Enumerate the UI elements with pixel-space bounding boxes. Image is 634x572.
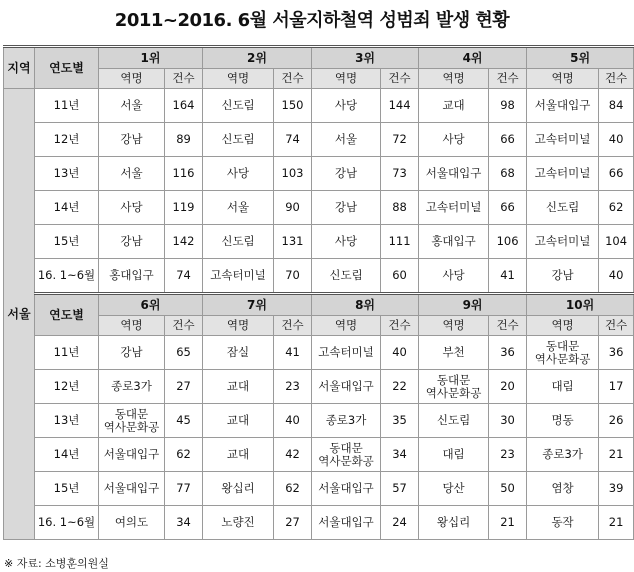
rank-header: 5위: [527, 47, 634, 69]
count-cell: 72: [381, 123, 419, 157]
count-cell: 88: [381, 191, 419, 225]
station-cell: 사당: [419, 259, 489, 294]
station-cell: 사당: [312, 89, 381, 123]
station-cell: 사당: [312, 225, 381, 259]
station-cell: 교대: [419, 89, 489, 123]
count-cell: 66: [489, 123, 527, 157]
count-cell: 40: [599, 123, 634, 157]
station-cell: 서울대입구: [312, 506, 381, 540]
station-cell: 서울대입구: [419, 157, 489, 191]
rank-header: 4위: [419, 47, 527, 69]
station-cell: 교대: [203, 404, 274, 438]
year-cell: 16. 1~6월: [35, 259, 99, 294]
station-name-line: 역사문화공: [534, 351, 591, 366]
station-cell: 서울대입구: [312, 472, 381, 506]
station-cell: 서울: [312, 123, 381, 157]
station-cell: 고속터미널: [527, 225, 599, 259]
station-cell: 서울대입구: [99, 472, 165, 506]
count-cell: 39: [599, 472, 634, 506]
count-cell: 116: [165, 157, 203, 191]
station-name-line: 동대문: [329, 440, 363, 455]
station-column-header: 역명: [419, 316, 489, 336]
count-cell: 17: [599, 370, 634, 404]
count-cell: 131: [274, 225, 312, 259]
year-header: 연도별: [35, 47, 99, 89]
count-cell: 142: [165, 225, 203, 259]
count-column-header: 건수: [599, 69, 634, 89]
station-cell: 대림: [419, 438, 489, 472]
count-cell: 34: [165, 506, 203, 540]
station-cell: 신도림: [203, 225, 274, 259]
station-cell: 강남: [99, 225, 165, 259]
year-cell: 15년: [35, 225, 99, 259]
rank-header: 1위: [99, 47, 203, 69]
station-cell: 종로3가: [527, 438, 599, 472]
rank-header: 10위: [527, 294, 634, 316]
station-cell: 강남: [312, 157, 381, 191]
station-column-header: 역명: [527, 316, 599, 336]
station-cell: 강남: [527, 259, 599, 294]
station-cell: 교대: [203, 438, 274, 472]
station-cell: 종로3가: [312, 404, 381, 438]
count-cell: 60: [381, 259, 419, 294]
station-cell: 강남: [312, 191, 381, 225]
station-cell: 서울대입구: [527, 89, 599, 123]
station-cell: 고속터미널: [203, 259, 274, 294]
station-cell: 고속터미널: [312, 336, 381, 370]
count-column-header: 건수: [489, 69, 527, 89]
count-cell: 74: [165, 259, 203, 294]
station-cell: 강남: [99, 123, 165, 157]
year-cell: 14년: [35, 438, 99, 472]
count-column-header: 건수: [489, 316, 527, 336]
count-cell: 66: [489, 191, 527, 225]
count-cell: 27: [165, 370, 203, 404]
station-cell: 서울: [203, 191, 274, 225]
count-cell: 24: [381, 506, 419, 540]
station-cell: [312, 438, 381, 472]
station-name-line: 역사문화공: [425, 385, 482, 400]
station-cell: 왕십리: [419, 506, 489, 540]
year-cell: 16. 1~6월: [35, 506, 99, 540]
station-cell: 사당: [203, 157, 274, 191]
count-cell: 21: [489, 506, 527, 540]
rank-header: 8위: [312, 294, 419, 316]
station-cell: 서울대입구: [312, 370, 381, 404]
station-cell: 염창: [527, 472, 599, 506]
station-cell: 여의도: [99, 506, 165, 540]
station-cell: 동작: [527, 506, 599, 540]
station-cell: 대림: [527, 370, 599, 404]
station-cell: 강남: [99, 336, 165, 370]
rank-header: 9위: [419, 294, 527, 316]
count-cell: 66: [599, 157, 634, 191]
count-cell: 22: [381, 370, 419, 404]
station-column-header: 역명: [312, 316, 381, 336]
station-column-header: 역명: [419, 69, 489, 89]
count-cell: 150: [274, 89, 312, 123]
count-cell: 68: [489, 157, 527, 191]
station-cell: [527, 336, 599, 370]
count-cell: 74: [274, 123, 312, 157]
station-cell: 부천: [419, 336, 489, 370]
station-cell: 신도림: [419, 404, 489, 438]
station-name-line: 역사문화공: [103, 419, 160, 434]
count-cell: 119: [165, 191, 203, 225]
station-cell: 종로3가: [99, 370, 165, 404]
count-cell: 21: [599, 438, 634, 472]
count-cell: 144: [381, 89, 419, 123]
count-cell: 40: [599, 259, 634, 294]
count-cell: 103: [274, 157, 312, 191]
count-cell: 106: [489, 225, 527, 259]
count-cell: 40: [381, 336, 419, 370]
station-cell: 신도림: [203, 123, 274, 157]
station-cell: [99, 404, 165, 438]
region-header: 지역: [4, 47, 35, 89]
station-cell: 잠실: [203, 336, 274, 370]
station-cell: 신도림: [203, 89, 274, 123]
count-column-header: 건수: [381, 316, 419, 336]
count-cell: 36: [599, 336, 634, 370]
station-cell: 서울: [99, 157, 165, 191]
station-column-header: 역명: [203, 316, 274, 336]
station-cell: 사당: [419, 123, 489, 157]
year-cell: 13년: [35, 404, 99, 438]
count-cell: 104: [599, 225, 634, 259]
crime-statistics-table: [3, 45, 634, 540]
count-cell: 42: [274, 438, 312, 472]
count-cell: 98: [489, 89, 527, 123]
rank-header: 7위: [203, 294, 312, 316]
station-cell: [419, 370, 489, 404]
count-cell: 26: [599, 404, 634, 438]
rank-header: 3위: [312, 47, 419, 69]
count-cell: 35: [381, 404, 419, 438]
year-cell: 14년: [35, 191, 99, 225]
station-cell: 사당: [99, 191, 165, 225]
station-name-line: 동대문: [545, 338, 580, 353]
count-column-header: 건수: [599, 316, 634, 336]
station-name-line: 동대문: [436, 372, 471, 387]
count-cell: 62: [599, 191, 634, 225]
station-cell: 서울대입구: [99, 438, 165, 472]
station-name-line: 역사문화공: [318, 453, 374, 468]
station-cell: 당산: [419, 472, 489, 506]
year-cell: 12년: [35, 123, 99, 157]
station-cell: 고속터미널: [419, 191, 489, 225]
rank-header: 6위: [99, 294, 203, 316]
count-column-header: 건수: [165, 69, 203, 89]
count-cell: 45: [165, 404, 203, 438]
count-cell: 62: [165, 438, 203, 472]
count-cell: 27: [274, 506, 312, 540]
station-cell: 명동: [527, 404, 599, 438]
station-column-header: 역명: [99, 316, 165, 336]
station-column-header: 역명: [203, 69, 274, 89]
count-cell: 89: [165, 123, 203, 157]
count-cell: 70: [274, 259, 312, 294]
station-cell: 고속터미널: [527, 123, 599, 157]
count-cell: 84: [599, 89, 634, 123]
count-cell: 62: [274, 472, 312, 506]
year-cell: 12년: [35, 370, 99, 404]
count-cell: 23: [274, 370, 312, 404]
count-cell: 41: [489, 259, 527, 294]
station-cell: 홍대입구: [419, 225, 489, 259]
count-cell: 20: [489, 370, 527, 404]
source-footnote: ※ 자료: 소병훈의원실: [4, 557, 109, 570]
station-cell: 노량진: [203, 506, 274, 540]
count-cell: 36: [489, 336, 527, 370]
year-header: 연도별: [35, 294, 99, 336]
year-cell: 11년: [35, 89, 99, 123]
count-cell: 73: [381, 157, 419, 191]
count-cell: 21: [599, 506, 634, 540]
count-cell: 164: [165, 89, 203, 123]
station-cell: 신도림: [527, 191, 599, 225]
count-cell: 23: [489, 438, 527, 472]
year-cell: 13년: [35, 157, 99, 191]
station-cell: 신도림: [312, 259, 381, 294]
station-column-header: 역명: [312, 69, 381, 89]
count-cell: 30: [489, 404, 527, 438]
station-cell: 교대: [203, 370, 274, 404]
count-cell: 90: [274, 191, 312, 225]
count-cell: 57: [381, 472, 419, 506]
station-name-line: 동대문: [114, 406, 149, 421]
year-cell: 15년: [35, 472, 99, 506]
table-body: [4, 47, 634, 540]
count-cell: 34: [381, 438, 419, 472]
count-column-header: 건수: [274, 69, 312, 89]
rank-header: 2위: [203, 47, 312, 69]
count-column-header: 건수: [165, 316, 203, 336]
count-cell: 50: [489, 472, 527, 506]
station-column-header: 역명: [99, 69, 165, 89]
page-title: 2011~2016. 6월 서울지하철역 성범죄 발생 현황: [114, 10, 510, 31]
region-cell: 서울: [4, 89, 35, 540]
station-cell: 홍대입구: [99, 259, 165, 294]
station-column-header: 역명: [527, 69, 599, 89]
station-cell: 왕십리: [203, 472, 274, 506]
station-cell: 서울: [99, 89, 165, 123]
count-column-header: 건수: [274, 316, 312, 336]
count-cell: 65: [165, 336, 203, 370]
count-cell: 41: [274, 336, 312, 370]
station-cell: 고속터미널: [527, 157, 599, 191]
count-cell: 111: [381, 225, 419, 259]
count-cell: 40: [274, 404, 312, 438]
year-cell: 11년: [35, 336, 99, 370]
count-cell: 77: [165, 472, 203, 506]
count-column-header: 건수: [381, 69, 419, 89]
